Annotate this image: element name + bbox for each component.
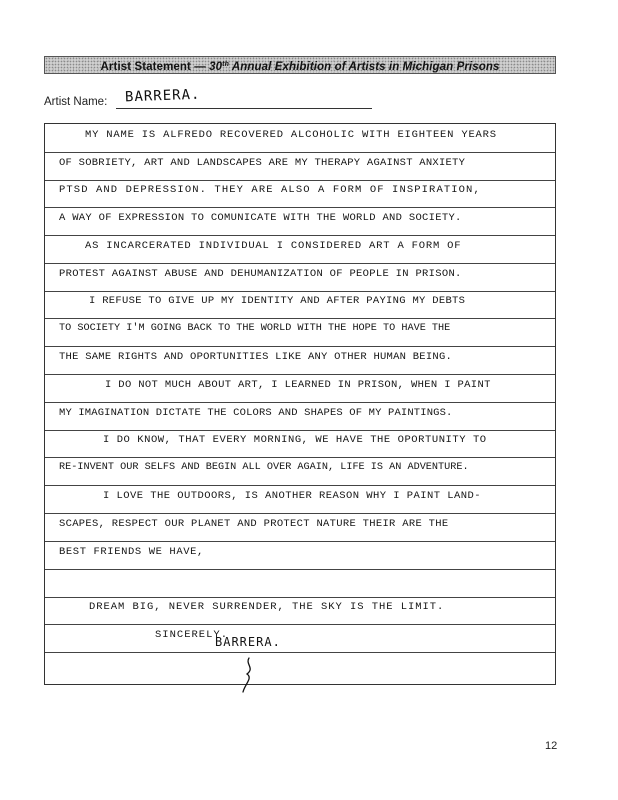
ruled-line (45, 541, 555, 542)
ruled-line (45, 318, 555, 319)
artist-name-row (44, 86, 344, 112)
ruled-line (45, 485, 555, 486)
statement-line: AS INCARCERATED INDIVIDUAL I CONSIDERED ART A FORM OF (85, 240, 462, 252)
banner-title: Artist Statement — 30th Annual Exhibition of Artists in Michigan Prisons (100, 61, 500, 73)
ruled-line (45, 152, 555, 153)
page-number: 12 (545, 740, 558, 752)
statement-line: SINCERELY. (155, 629, 229, 641)
statement-line: THE SAME RIGHTS AND OPORTUNITIES LIKE ANY OTHER HUMAN BEING. (59, 351, 453, 363)
ruled-line (45, 402, 555, 403)
header-banner (44, 56, 556, 74)
artist-name-value: BARRERA. (124, 86, 201, 106)
ruled-line (45, 569, 555, 570)
statement-line: MY IMAGINATION DICTATE THE COLORS AND SHAPES OF MY PAINTINGS. (59, 407, 453, 419)
statement-line: I REFUSE TO GIVE UP MY IDENTITY AND AFTER PAYING MY DEBTS (89, 295, 466, 307)
statement-box (44, 123, 556, 685)
ruled-line (45, 263, 555, 264)
statement-line: RE-INVENT OUR SELFS AND BEGIN ALL OVER AGAIN, LIFE IS AN ADVENTURE. (59, 462, 469, 473)
statement-line: PROTEST AGAINST ABUSE AND DEHUMANIZATION OF PEOPLE IN PRISON. (59, 268, 462, 280)
statement-line: I DO NOT MUCH ABOUT ART, I LEARNED IN PRISON, WHEN I PAINT (105, 379, 491, 391)
artist-name-label: Artist Name: (44, 96, 108, 108)
statement-line: A WAY OF EXPRESSION TO COMUNICATE WITH THE WORLD AND SOCIETY. (59, 212, 462, 224)
signature-text: BARRERA. (215, 635, 281, 649)
signature-stroke-icon (231, 656, 271, 696)
ruled-line (45, 652, 555, 653)
ruled-line (45, 513, 555, 514)
ruled-line (45, 457, 555, 458)
ruled-line (45, 180, 555, 181)
statement-line: DREAM BIG, NEVER SURRENDER, THE SKY IS THE LIMIT. (89, 601, 445, 613)
statement-line: PTSD AND DEPRESSION. THEY ARE ALSO A FORM OF INSPIRATION, (59, 184, 481, 196)
ruled-line (45, 291, 555, 292)
statement-line: OF SOBRIETY, ART AND LANDSCAPES ARE MY THERAPY AGAINST ANXIETY (59, 157, 466, 169)
artist-name-underline (116, 108, 372, 109)
statement-line: SCAPES, RESPECT OUR PLANET AND PROTECT NATURE THEIR ARE THE (59, 518, 449, 530)
statement-line: TO SOCIETY I'M GOING BACK TO THE WORLD WITH THE HOPE TO HAVE THE (59, 323, 451, 334)
statement-line: I LOVE THE OUTDOORS, IS ANOTHER REASON WHY I PAINT LAND- (103, 490, 482, 502)
statement-line: BEST FRIENDS WE HAVE, (59, 546, 204, 558)
ruled-line (45, 430, 555, 431)
ruled-line (45, 597, 555, 598)
statement-line: MY NAME IS ALFREDO RECOVERED ALCOHOLIC WITH EIGHTEEN YEARS (85, 129, 497, 141)
statement-line: I DO KNOW, THAT EVERY MORNING, WE HAVE THE OPORTUNITY TO (103, 434, 487, 446)
ruled-line (45, 346, 555, 347)
ruled-line (45, 207, 555, 208)
ruled-line (45, 624, 555, 625)
ruled-line (45, 235, 555, 236)
ruled-line (45, 374, 555, 375)
